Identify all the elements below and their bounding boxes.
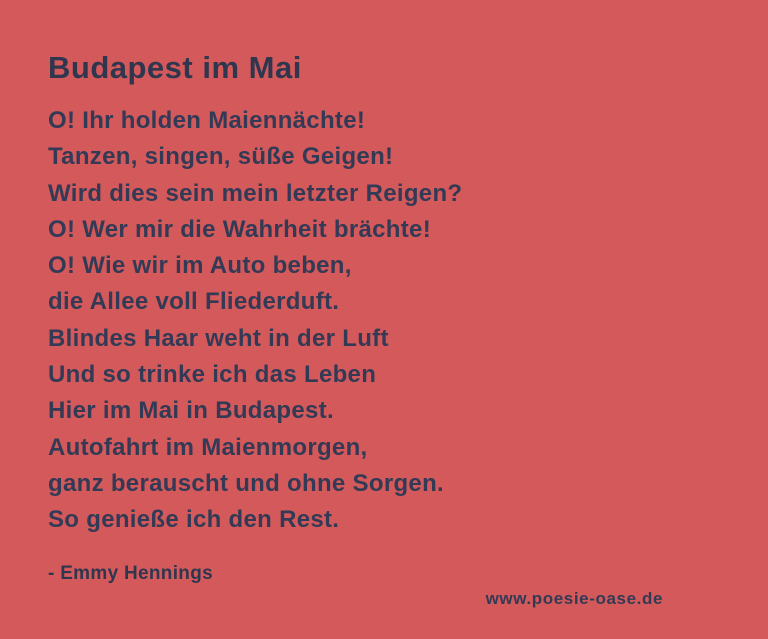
- poem-line: Tanzen, singen, süße Geigen!: [48, 143, 394, 171]
- poem-line: So genieße ich den Rest.: [48, 506, 340, 534]
- poem-body: [48, 103, 462, 539]
- poem-line: Und so trinke ich das Leben: [48, 361, 377, 389]
- poem-line: O! Wer mir die Wahrheit brächte!: [48, 215, 431, 243]
- poem-author: - Emmy Hennings: [48, 563, 213, 584]
- poem-line: O! Wie wir im Auto beben,: [48, 252, 352, 280]
- poem-line: Autofahrt im Maienmorgen,: [48, 433, 368, 461]
- poem-line: die Allee voll Fliederduft.: [48, 288, 340, 316]
- poem-title: Budapest im Mai: [48, 50, 302, 85]
- poem-line: O! Ihr holden Maiennächte!: [48, 107, 366, 134]
- poem-line: Wird dies sein mein letzter Reigen?: [48, 179, 463, 207]
- poem-line: ganz berauscht und ohne Sorgen.: [48, 469, 444, 497]
- poem-line: Hier im Mai in Budapest.: [48, 397, 334, 425]
- website-url: www.poesie-oase.de: [485, 589, 663, 608]
- poem-line: Blindes Haar weht in der Luft: [48, 324, 389, 352]
